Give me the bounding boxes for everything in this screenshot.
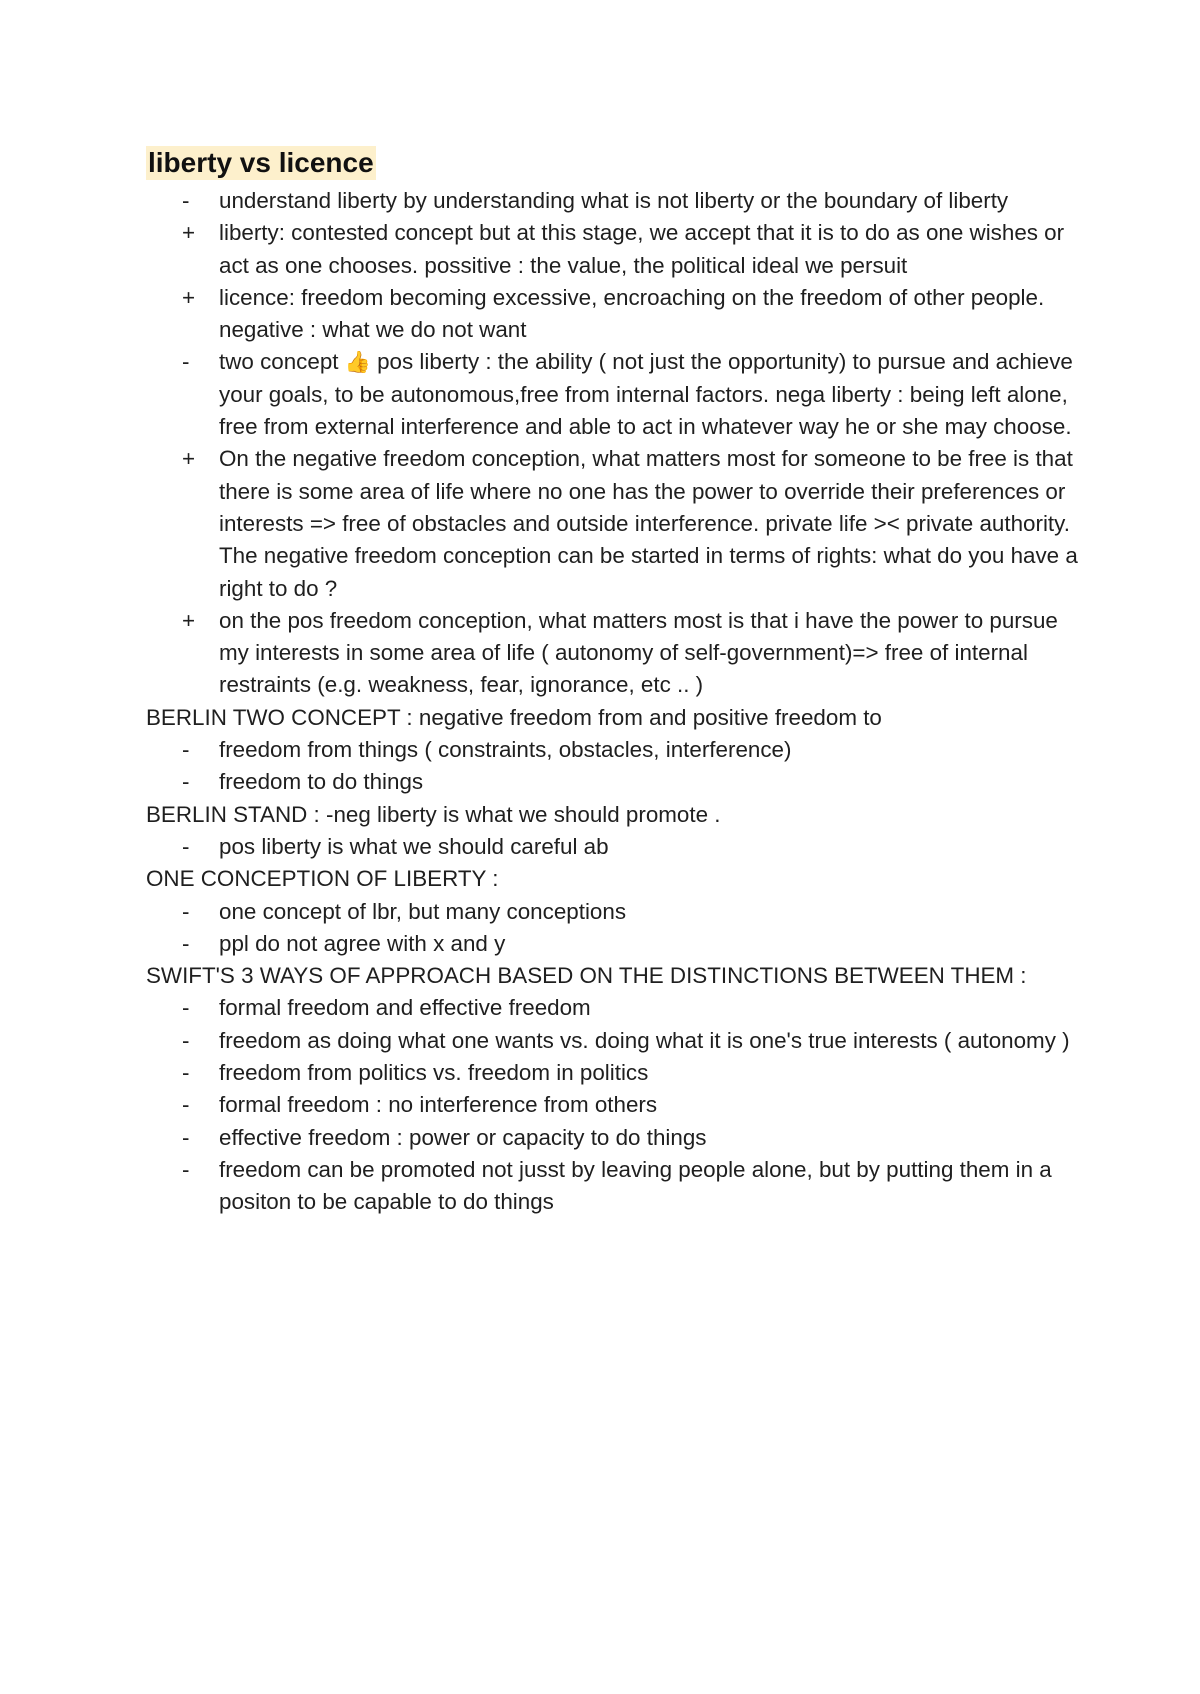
list-item-text: effective freedom : power or capacity to do things <box>219 1124 707 1150</box>
list-item <box>146 896 1086 928</box>
list-item-text: on the pos freedom conception, what matters most is that i have the power to pursue my interests in some area of life ( autonomy of self-government)=> free of internal restraints (e.g. weakness, fear, ignorance, etc .. ) <box>219 607 1058 698</box>
list-item <box>146 443 1086 604</box>
list-item-text: ppl do not agree with x and y <box>219 930 506 956</box>
list-item <box>146 766 1086 798</box>
list-item-text: freedom as doing what one wants vs. doing what it is one's true interests ( autonomy ) <box>219 1027 1070 1053</box>
list-item-text: formal freedom : no interference from others <box>219 1092 658 1118</box>
list-item <box>146 282 1086 347</box>
list-item-text-after: pos liberty : the ability ( not just the opportunity) to pursue and achieve your goals, to be autonomous,free from internal factors. nega liberty : being left alone, free from external interference and able to act in whatever way he or she may choose. <box>219 349 1073 440</box>
list-item-text: freedom from politics vs. freedom in politics <box>219 1060 649 1086</box>
list-item <box>146 1057 1086 1089</box>
list-item-text: licence: freedom becoming excessive, encroaching on the freedom of other people. negative : what we do not want <box>219 284 1045 343</box>
list-item <box>146 185 1086 217</box>
note-body <box>146 185 1086 1219</box>
section-heading: SWIFT'S 3 WAYS OF APPROACH BASED ON THE DISTINCTIONS BETWEEN THEM : <box>146 963 1027 989</box>
list-item-text: freedom can be promoted not jusst by leaving people alone, but by putting them in a positon to be capable to do things <box>219 1156 1052 1215</box>
bullet-marker: - <box>182 349 190 375</box>
list-item <box>146 217 1086 282</box>
bullet-marker: - <box>182 1027 190 1053</box>
list-item <box>146 734 1086 766</box>
bullet-marker: - <box>182 188 190 213</box>
list-item-text: formal freedom and effective freedom <box>219 995 591 1021</box>
list-item <box>146 1089 1086 1121</box>
list-item <box>146 831 1086 863</box>
list-item <box>146 346 1086 443</box>
list-item-text: On the negative freedom conception, what matters most for someone to be free is that there is some area of life where no one has the power to override their preferences or interests => free of obstacles and outside interference. private life >< private authority. The negative freedom conception can be started in terms of rights: what do you have a right to do ? <box>219 446 1078 601</box>
bullet-marker: + <box>182 446 196 472</box>
note-title: liberty vs licence <box>148 147 374 178</box>
bullet-marker: - <box>182 930 190 956</box>
list-item-text: understand liberty by understanding what is not liberty or the boundary of liberty <box>219 188 1009 213</box>
list-item-text: pos liberty is what we should careful ab <box>219 833 609 859</box>
thumbs-up-icon: 👍 <box>344 350 371 375</box>
bullet-marker: - <box>182 1156 190 1182</box>
bullet-marker: - <box>182 737 190 763</box>
list-item-text: freedom to do things <box>219 769 424 795</box>
section-heading: ONE CONCEPTION OF LIBERTY : <box>146 866 499 892</box>
bullet-marker: - <box>182 995 190 1021</box>
list-item-text-before: two concept <box>219 349 345 375</box>
bullet-marker: - <box>182 833 190 859</box>
bullet-marker: - <box>182 1124 190 1150</box>
list-item <box>146 1122 1086 1154</box>
list-item <box>146 605 1086 702</box>
list-item-text: freedom from things ( constraints, obstacles, interference) <box>219 737 792 763</box>
bullet-marker: + <box>182 607 196 633</box>
list-item-text: one concept of lbr, but many conceptions <box>219 898 627 924</box>
bullet-marker: + <box>182 220 196 246</box>
section-heading: BERLIN STAND : -neg liberty is what we should promote . <box>146 801 721 827</box>
bullet-marker: + <box>182 284 196 310</box>
bullet-marker: - <box>182 769 190 795</box>
bullet-marker: - <box>182 1092 190 1118</box>
list-item <box>146 1025 1086 1057</box>
list-item <box>146 928 1086 960</box>
bullet-marker: - <box>182 898 190 924</box>
bullet-marker: - <box>182 1060 190 1086</box>
list-item-text <box>219 346 1086 443</box>
list-item <box>146 992 1086 1024</box>
section-heading: BERLIN TWO CONCEPT : negative freedom from and positive freedom to <box>146 704 882 730</box>
list-item <box>146 1154 1086 1219</box>
list-item-text: liberty: contested concept but at this stage, we accept that it is to do as one wishes or act as one chooses. possitive : the value, the political ideal we persuit <box>219 220 1065 278</box>
